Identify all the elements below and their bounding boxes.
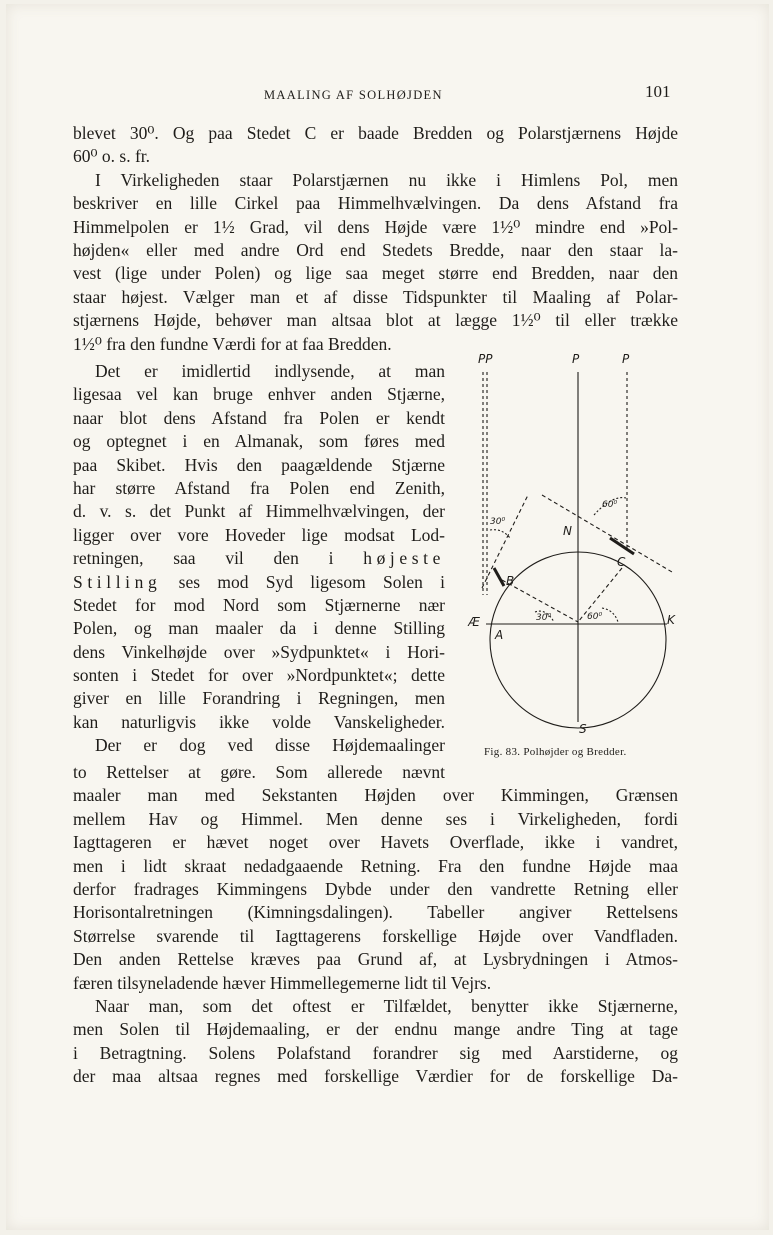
page-number: 101 [645, 82, 671, 101]
text-line: mellem Hav og Himmel. Men denne ses i Virkeligheden, fordi [73, 808, 678, 829]
label-angle-30-top: 30⁰ [490, 517, 506, 527]
text-line: Horisontalretningen (Kimningsdalingen). Tabeller angiver Rettelsens [73, 902, 678, 923]
text-line: Iagttageren er hævet noget over Havets Overflade, ikke i vandret, [73, 832, 678, 853]
text-line: blevet 30⁰. Og paa Stedet C er baade Bredden og Polarstjærnens Højde [73, 123, 678, 143]
label-pp [478, 352, 493, 366]
text-line: men i lidt skraat nedadgaaende Retning. Fra den fundne Højde maa [73, 855, 678, 876]
label-p2: P [485, 352, 493, 366]
text-line [73, 547, 445, 570]
text-line: vest (lige under Polen) og lige saa meget større end Bredden, naar den [73, 263, 678, 284]
label-b: B [506, 574, 515, 588]
text-line: stjærnens Højde, behøver man altsaa blot at lægge 1½⁰ til eller trække [73, 310, 678, 331]
text-line: Polen, og man maaler da i denne Stilling [73, 618, 445, 639]
text-line: dens Vinkelhøjde over »Sydpunktet« i Hori- [73, 641, 445, 662]
text-line: kan naturligvis ikke volde Vanskeligheder. [73, 711, 445, 732]
text-line: sonten i Stedet for over »Nordpunktet«; dette [73, 665, 445, 686]
text-line: højden« eller med andre Ord end Stedets Bredde, naar den staar la- [73, 239, 678, 260]
text-line: Himmelpolen er 1½ Grad, vil dens Højde være 1½⁰ mindre end »Pol- [73, 216, 678, 237]
text-line: Stedet for mod Nord som Stjærnerne nær [73, 594, 445, 615]
label-n: N [563, 524, 572, 538]
text-line: Størrelse svarende til Iagttagerens forskellige Højde over Vandfladen. [73, 925, 678, 946]
label-angle-60-mid: 60⁰ [587, 612, 603, 622]
text-line: Den anden Rettelse kræves paa Grund af, at Lysbrydningen i Atmos- [73, 949, 678, 970]
label-c: C [617, 555, 626, 569]
label-p-right: P [622, 352, 630, 366]
horizon-line-b-up [482, 495, 528, 588]
page-header [0, 80, 773, 110]
observer-mark-c [610, 538, 634, 554]
label-angle-30-mid: 30⁰ [536, 613, 552, 623]
text-line: der maa altsaa regnes med forskellige Værdier for de forskellige Da- [73, 1066, 678, 1087]
label-s: S [579, 722, 587, 736]
text-line: maaler man med Sekstanten Højden over Kimmingen, Grænsen [73, 785, 678, 806]
text-line: I Virkeligheden staar Polarstjærnen nu ikke i Himlens Pol, men [95, 169, 678, 190]
emphasized-word: højeste [363, 548, 445, 569]
text-line: naar blot dens Afstand fra Polen er kendt [73, 407, 445, 428]
text-line: 60⁰ o. s. fr. [73, 146, 151, 167]
emphasized-word: Stilling [73, 571, 162, 592]
figure-polar-heights [462, 350, 677, 750]
observer-mark-b [494, 568, 504, 586]
body-text-bottom [73, 761, 678, 1088]
text-line: 1½⁰ fra den fundne Værdi for at faa Bredden. [73, 333, 392, 354]
text-line: men Solen til Højdemaaling, er der endnu mange andre Ting at tage [73, 1019, 678, 1040]
text-line: har større Afstand fra Polen end Zenith, [73, 477, 445, 498]
text-line: færen tilsyneladende hæver Himmellegemerne lidt til Vejrs. [73, 972, 492, 993]
figure-diagram [462, 350, 677, 750]
label-p-center: P [572, 352, 580, 366]
text-line: to Rettelser at gøre. Som allerede nævnt [73, 762, 445, 782]
label-p1: P [478, 352, 486, 366]
text-fragment: ses mod Syd ligesom Solen i [178, 571, 445, 592]
arc-60-mid [602, 608, 618, 622]
text-line [73, 571, 445, 594]
label-angle-60-top: 60⁰ [602, 500, 618, 510]
text-line: Naar man, som det oftest er Tilfældet, benytter ikke Stjærnerne, [95, 995, 678, 1016]
text-line: ligger over vore Hoveder lige modsat Lod- [73, 524, 445, 545]
text-line: Der er dog ved disse Højdemaalinger [95, 735, 445, 756]
text-line: giver en lille Forandring i Regningen, men [73, 688, 445, 709]
text-line: ligesaa vel kan bruge enhver anden Stjærne, [73, 384, 445, 405]
text-line: beskriver en lille Cirkel paa Himmelhvælvingen. Da dens Afstand fra [73, 193, 678, 214]
text-line: derfor fradrages Kimmingens Dybde under den vandrette Retning eller [73, 878, 678, 899]
text-line: paa Skibet. Hvis den paagældende Stjærne [73, 454, 445, 475]
running-title: MAALING AF SOLHØJDEN [264, 88, 443, 102]
text-line: i Betragtning. Solens Polafstand forandrer sig med Aarstiderne, og [73, 1042, 678, 1063]
figure-caption: Fig. 83. Polhøjder og Bredder. [484, 746, 627, 758]
text-fragment: retningen, saa vil den i [73, 548, 334, 569]
text-line: og optegnet i en Almanak, som føres med [73, 431, 445, 452]
text-line: Det er imidlertid indlysende, at man [95, 361, 445, 381]
text-line: staar højest. Vælger man et af disse Tidspunkter til Maaling af Polar- [73, 286, 678, 307]
body-text-top [73, 122, 678, 356]
text-line: d. v. s. det Punkt af Himmelhvælvingen, der [73, 501, 445, 522]
label-a: A [495, 628, 504, 642]
body-text-narrow [73, 360, 445, 758]
label-ae: Æ [468, 615, 480, 629]
label-k: K [667, 613, 675, 627]
